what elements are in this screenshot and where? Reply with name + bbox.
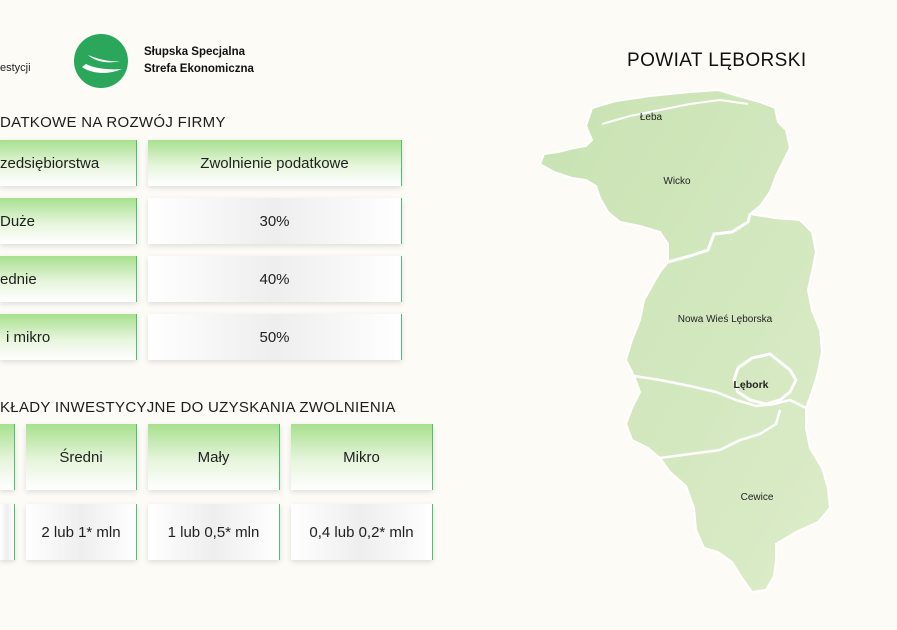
map-title: POWIAT LĘBORSKI [627, 50, 807, 71]
tax-row-size-label: i mikro [6, 328, 51, 346]
map-label-leba: Łeba [639, 112, 663, 123]
tax-row-size-label: ednie [0, 270, 37, 288]
tax-section-title: DATKOWE NA ROZWÓJ FIRMY [0, 114, 226, 131]
tax-header-size-label: zedsiębiorstwa [0, 154, 100, 172]
invest-value-medium-text: 2 lub 1* mln [41, 523, 121, 541]
map-label-nowa-wies: Nowa Wieś Lęborska [677, 314, 773, 325]
tax-row-exemption-value: 30% [259, 212, 290, 230]
invest-value-micro-text: 0,4 lub 0,2* mln [309, 523, 414, 541]
tax-row-exemption-value: 50% [259, 328, 290, 346]
investment-logo-text: estycji [0, 62, 31, 74]
tax-row-size-label: Duże [0, 212, 36, 230]
map-label-cewice: Cewice [740, 492, 774, 503]
invest-section-title: KŁADY INWESTYCYJNE DO UZYSKANIA ZWOLNIENIA [0, 399, 396, 416]
tax-header-exemption-label: Zwolnienie podatkowe [200, 154, 349, 172]
invest-value-small-text: 1 lub 0,5* mln [167, 523, 260, 541]
invest-header-small-label: Mały [197, 448, 230, 466]
map-region-shape [540, 90, 830, 592]
sse-logo-line1: Słupska Specjalna [144, 46, 245, 58]
map-label-lebork: Lębork [733, 379, 769, 391]
invest-header-micro-label: Mikro [343, 448, 380, 466]
tax-row-exemption-value: 40% [259, 270, 290, 288]
sse-logo-line2: Strefa Ekonomiczna [144, 63, 254, 75]
map-label-wicko: Wicko [663, 176, 691, 187]
invest-header-medium-label: Średni [59, 448, 103, 466]
